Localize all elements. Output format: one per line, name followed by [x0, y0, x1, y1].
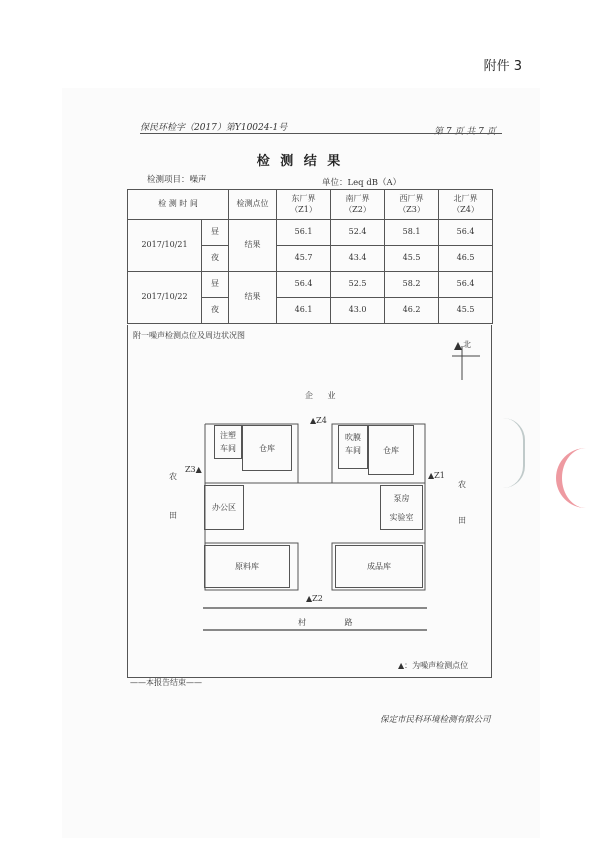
date-cell: 2017/10/21 [128, 220, 202, 272]
point-z1: ▲Z1 [428, 471, 445, 480]
page-number: 第 7 页 共 7 页 [434, 127, 496, 137]
results-table [127, 189, 493, 324]
header-z1: 东厂界 （Z1） [277, 190, 331, 220]
point-cell: 结果 [229, 220, 277, 272]
farmland-east-1: 农 [458, 480, 466, 489]
report-end: ——本报告结束—— [130, 678, 202, 687]
building-warehouse-1: 仓库 [242, 425, 292, 471]
page-title: 检 测 结 果 [256, 154, 344, 169]
table-row [128, 220, 493, 246]
building-raw-material: 原料库 [204, 545, 290, 588]
building-blowing-workshop: 吹膜 车间 [338, 425, 368, 469]
value-cell: 58.1 [385, 220, 439, 246]
value-cell: 56.4 [439, 220, 493, 246]
seal-edge [503, 418, 525, 488]
test-project: 检测项目：噪声 [147, 175, 207, 185]
building-injection-workshop: 注塑 车间 [214, 425, 242, 459]
value-cell: 45.5 [385, 246, 439, 272]
period-cell: 夜 [202, 298, 229, 324]
farmland-west-1: 农 [169, 472, 177, 481]
organization-name: 保定市民科环境检测有限公司 [380, 715, 491, 725]
value-cell: 43.4 [331, 246, 385, 272]
period-cell: 昼 [202, 272, 229, 298]
building-office: 办公区 [204, 485, 244, 530]
value-cell: 46.2 [385, 298, 439, 324]
value-cell: 46.1 [277, 298, 331, 324]
building-warehouse-2: 仓库 [368, 425, 414, 475]
header-point: 检测点位 [229, 190, 277, 220]
value-cell: 58.2 [385, 272, 439, 298]
value-cell: 43.0 [331, 298, 385, 324]
header-time: 检 测 时 间 [128, 190, 229, 220]
north-label: 北 [463, 340, 471, 349]
period-cell: 昼 [202, 220, 229, 246]
point-cell: 结果 [229, 272, 277, 324]
village-road-label: 村 路 [298, 618, 371, 627]
value-cell: 46.5 [439, 246, 493, 272]
point-z3: Z3▲ [185, 465, 202, 474]
value-cell: 45.5 [439, 298, 493, 324]
point-z2: ▲Z2 [306, 594, 323, 603]
table-header-row [128, 190, 493, 220]
report-number: 保民环检字（2017）第Y10024-1号 [140, 123, 288, 133]
farmland-east-2: 田 [458, 516, 466, 525]
value-cell: 45.7 [277, 246, 331, 272]
header-z4: 北厂界 （Z4） [439, 190, 493, 220]
attachment-label: 附件 3 [483, 59, 522, 74]
building-pump-lab: 泵房 实验室 [380, 485, 423, 530]
red-seal-edge [556, 448, 586, 508]
value-cell: 52.5 [331, 272, 385, 298]
enterprise-label: 企 业 [305, 391, 342, 400]
value-cell: 56.1 [277, 220, 331, 246]
header-rule [140, 133, 502, 134]
value-cell: 56.4 [439, 272, 493, 298]
building-finished-goods: 成品库 [335, 545, 423, 588]
point-z4: ▲Z4 [310, 416, 327, 425]
period-cell: 夜 [202, 246, 229, 272]
header-z2: 南厂界 （Z2） [331, 190, 385, 220]
value-cell: 52.4 [331, 220, 385, 246]
diagram-legend: ▲：为噪声检测点位 [398, 661, 469, 670]
unit-label: 单位：Leq dB（A） [322, 178, 402, 188]
header-z3: 西厂界 （Z3） [385, 190, 439, 220]
farmland-west-2: 田 [169, 511, 177, 520]
date-cell: 2017/10/22 [128, 272, 202, 324]
value-cell: 56.4 [277, 272, 331, 298]
diagram-title: 附一噪声检测点位及周边状况图 [133, 331, 245, 340]
table-row [128, 272, 493, 298]
